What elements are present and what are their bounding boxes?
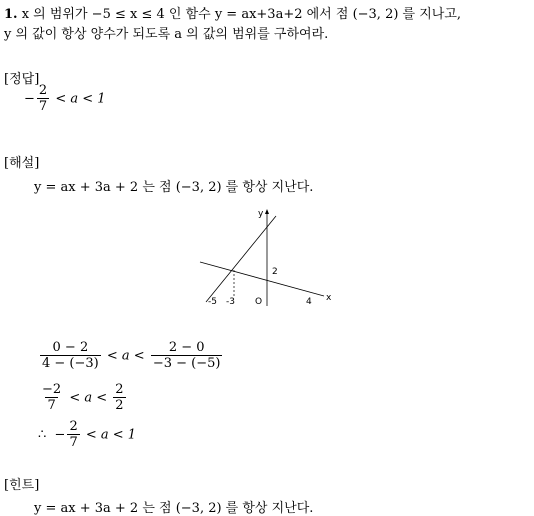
graph-line-shallow [200, 262, 324, 296]
step1-left-num: 0 − 2 [52, 340, 89, 355]
step3-fraction [67, 420, 79, 450]
step2-left-fraction [40, 383, 63, 413]
solution-step-2 [38, 383, 128, 413]
hint-heading: [힌트] [4, 478, 40, 493]
step2-right-den: 2 [115, 398, 124, 413]
graph-tick-minus3: -3 [226, 297, 235, 307]
step2-left-num: −2 [42, 382, 62, 397]
step1-left-fraction [40, 341, 101, 371]
graph-origin: O [255, 297, 263, 307]
step2-right-fraction [113, 383, 125, 413]
graph-tick-minus5: -5 [208, 297, 217, 307]
answer-prefix: − [24, 91, 35, 107]
answer-heading: [정답] [4, 72, 40, 87]
solution-step-3 [38, 420, 136, 450]
solution-heading: [해설] [4, 156, 40, 171]
problem-text-1: x 의 범위가 −5 ≤ x ≤ 4 인 함수 y = ax+3a+2 에서 점 (−3, 2) 를 지나고, [21, 7, 462, 22]
answer-fraction [37, 84, 49, 114]
step3-suffix: < a < 1 [85, 427, 137, 443]
problem-line-1 [4, 3, 461, 22]
step1-right-num: 2 − 0 [168, 340, 205, 355]
answer-numerator: 2 [38, 83, 48, 98]
step1-left-den: 4 − (−3) [42, 356, 99, 371]
graph-x-label: x [326, 293, 332, 303]
step2-left-den: 7 [47, 398, 56, 413]
graph-tick-4: 4 [306, 297, 312, 307]
solution-line-1: y = ax + 3a + 2 는 점 (−3, 2) 를 항상 지난다. [34, 180, 314, 195]
problem-text-2: y 의 값이 항상 양수가 되도록 a 의 값의 범위를 구하여라. [4, 27, 329, 42]
step1-middle: < a < [106, 348, 145, 364]
step3-prefix: − [54, 427, 66, 443]
answer-expression [24, 84, 106, 114]
answer-denominator: 7 [38, 99, 48, 114]
step2-right-num: 2 [115, 382, 124, 397]
graph-line-steep [206, 216, 276, 302]
step3-num: 2 [69, 419, 78, 434]
solution-graph [196, 206, 338, 310]
graph-y-label: y [258, 209, 264, 219]
step3-den: 7 [69, 435, 78, 450]
hint-line-1: y = ax + 3a + 2 는 점 (−3, 2) 를 항상 지난다. [34, 501, 314, 516]
problem-number: 1. [4, 7, 18, 22]
step1-right-den: −3 − (−5) [152, 356, 221, 371]
graph-y-arrow [265, 209, 269, 214]
step1-right-fraction [151, 341, 223, 371]
answer-suffix: < a < 1 [55, 91, 106, 107]
solution-step-1 [38, 341, 224, 371]
step2-middle: < a < [69, 390, 108, 406]
graph-tick-2: 2 [272, 267, 278, 277]
therefore-symbol: ∴ [38, 427, 47, 443]
